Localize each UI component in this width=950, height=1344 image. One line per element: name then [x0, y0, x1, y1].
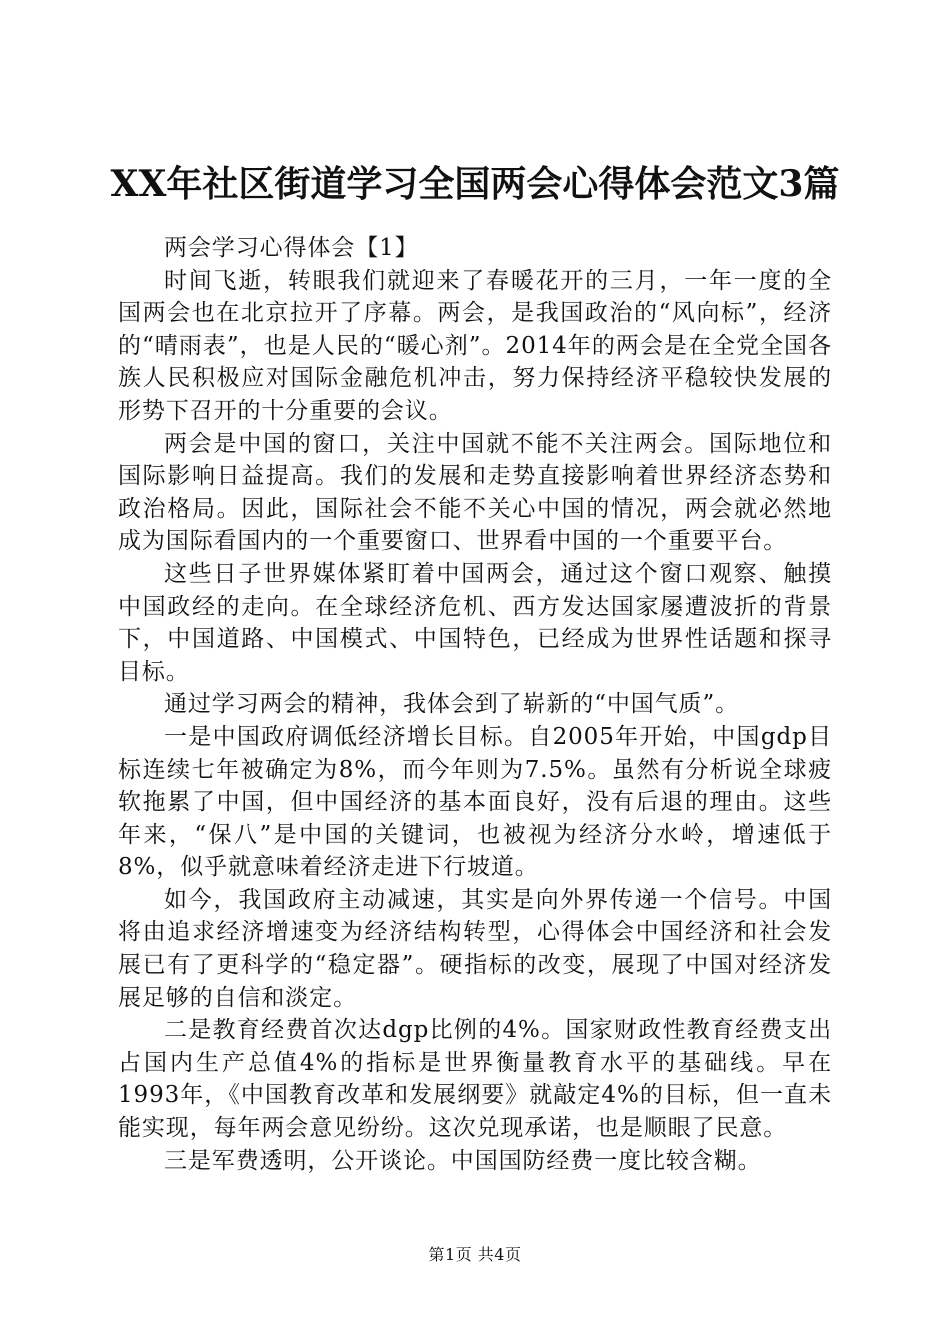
- body-paragraph: 一是中国政府调低经济增长目标。自2005年开始，中国gdp目标连续七年被确定为8%，而今年则为7.5%。虽然有分析说全球疲软拖累了中国，但中国经济的基本面良好，没有后退的理由。这些年来，“保八”是中国的关键词，也被视为经济分水岭，增速低于8%，似乎就意味着经济走进下行坡道。: [118, 723, 832, 881]
- body-paragraph: 通过学习两会的精神，我体会到了崭新的“中国气质”。: [164, 691, 740, 718]
- document-title: XX年社区街道学习全国两会心得体会范文3篇: [110, 163, 840, 205]
- page-footer: 第1页 共4页: [428, 1245, 522, 1264]
- document-body: [118, 232, 832, 1177]
- body-paragraph: 三是军费透明，公开谈论。中国国防经费一度比较含糊。: [164, 1147, 762, 1174]
- body-paragraph: 如今，我国政府主动减速，其实是向外界传递一个信号。中国将由追求经济增速变为经济结构转型，心得体会中国经济和社会发展已有了更科学的“稳定器”。硬指标的改变，展现了中国对经济发展足够的自信和淡定。: [118, 886, 832, 1011]
- body-paragraph: 这些日子世界媒体紧盯着中国两会，通过这个窗口观察、触摸中国政经的走向。在全球经济危机、西方发达国家屡遭波折的背景下，中国道路、中国模式、中国特色，已经成为世界性话题和探寻目标。: [118, 560, 832, 685]
- body-paragraph: 两会是中国的窗口，关注中国就不能不关注两会。国际地位和国际影响日益提高。我们的发展和走势直接影响着世界经济态势和政治格局。因此，国际社会不能不关心中国的情况，两会就必然地成为国际看国内的一个重要窗口、世界看中国的一个重要平台。: [118, 430, 832, 555]
- body-paragraph: 时间飞逝，转眼我们就迎来了春暖花开的三月，一年一度的全国两会也在北京拉开了序幕。两会，是我国政治的“风向标”，经济的“晴雨表”，也是人民的“暖心剂”。2014年的两会是在全党全国各族人民积极应对国际金融危机冲击，努力保持经济平稳较快发展的形势下召开的十分重要的会议。: [118, 267, 832, 424]
- section-heading: 两会学习心得体会【1】: [164, 235, 419, 261]
- body-paragraph: 二是教育经费首次达dgp比例的4%。国家财政性教育经费支出占国内生产总值4%的指标是世界衡量教育水平的基础线。早在1993年，《中国教育改革和发展纲要》就敲定4%的目标，但一直未能实现，每年两会意见纷纷。这次兑现承诺，也是顺眼了民意。: [118, 1017, 832, 1142]
